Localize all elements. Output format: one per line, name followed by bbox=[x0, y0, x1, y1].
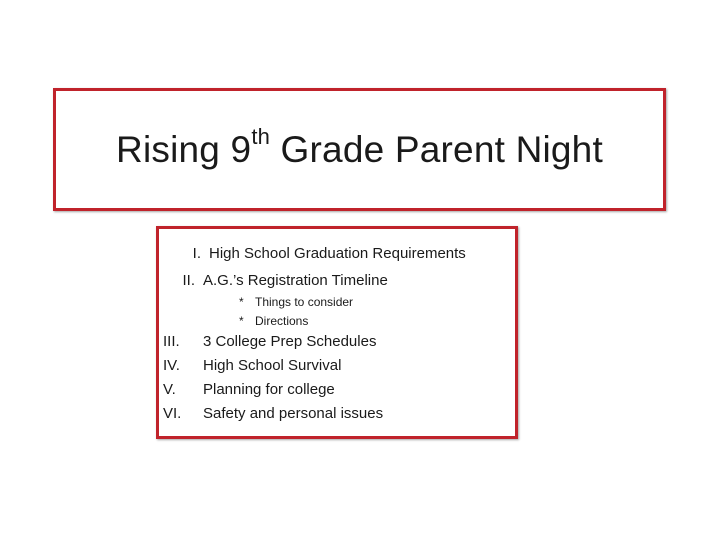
slide-title bbox=[116, 124, 603, 171]
agenda-numeral: VI. bbox=[163, 405, 182, 422]
title-main: Rising 9 bbox=[116, 128, 252, 170]
title-rest: Grade Parent Night bbox=[270, 128, 603, 170]
agenda-numeral: III. bbox=[163, 333, 180, 350]
title-superscript: th bbox=[251, 124, 271, 150]
agenda-text: High School Graduation Requirements bbox=[209, 245, 466, 262]
agenda-text: Safety and personal issues bbox=[203, 405, 384, 422]
agenda-text: Planning for college bbox=[203, 381, 335, 398]
agenda-text: A.G.’s Registration Timeline bbox=[203, 272, 388, 289]
subitem-bullet: * bbox=[239, 295, 244, 309]
agenda-numeral: V. bbox=[163, 381, 176, 398]
agenda-box bbox=[156, 226, 518, 439]
subitem-bullet: * bbox=[239, 314, 244, 328]
subitem-text: Directions bbox=[255, 314, 309, 328]
agenda-numeral: IV. bbox=[163, 357, 180, 374]
subitem-text: Things to consider bbox=[255, 295, 354, 309]
agenda-text: High School Survival bbox=[203, 357, 342, 374]
agenda-text: 3 College Prep Schedules bbox=[203, 333, 377, 350]
agenda-numeral: II. bbox=[182, 272, 195, 289]
agenda-numeral: I. bbox=[192, 245, 201, 262]
title-box bbox=[53, 88, 666, 211]
